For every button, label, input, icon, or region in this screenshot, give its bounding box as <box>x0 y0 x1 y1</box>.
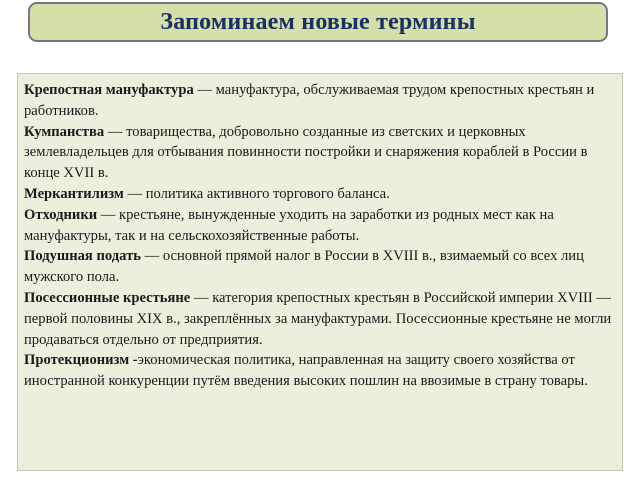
term-definition: экономическая политика, направленная на защиту своего хозяйства от иностранной конкуренции путём введения высоких пошлин на ввозимые в страну товары. <box>24 352 588 390</box>
term-name: Отходники <box>24 206 98 223</box>
term-name: Кумпанства <box>24 123 105 140</box>
term-name: Протекционизм - <box>24 352 138 369</box>
term-definition: — товарищества, добровольно созданные из светских и церковных землевладельцев для отбывания повинности постройки и снаряжения кораблей в России в конце XVII в. <box>24 123 588 182</box>
term-entry-merkantilizm <box>24 184 616 205</box>
title-banner <box>28 2 608 42</box>
term-entry-podushnaya-podat <box>24 246 616 288</box>
term-entry-krepostnaya-manufaktura <box>24 80 616 122</box>
term-name: Меркантилизм <box>24 185 124 202</box>
term-entry-kumpanstva <box>24 122 616 184</box>
page-title: Запоминаем новые термины <box>160 8 476 35</box>
term-definition: — крестьяне, вынужденные уходить на заработки из родных мест как на мануфактуры, так и на сельскохозяйственные работы. <box>24 206 554 244</box>
term-entry-otkhodniki <box>24 205 616 247</box>
term-definition: — категория крепостных крестьян в Российской империи XVIII — первой половины XIX в., закреплённых за мануфактурами. Посессионные крестьяне не могли продаваться отдельно от предприятия. <box>24 289 612 348</box>
term-name: Посессионные крестьяне <box>24 289 191 306</box>
term-name: Крепостная мануфактура <box>24 82 194 98</box>
term-definition: — мануфактура, обслуживаемая трудом крепостных крестьян и работников. <box>24 82 595 119</box>
term-entry-posessionnye-krestyane <box>24 288 616 350</box>
term-name: Подушная подать <box>24 248 141 265</box>
terms-panel <box>17 73 623 471</box>
term-definition: — политика активного торгового баланса. <box>123 185 390 202</box>
term-entry-protektsionizm <box>24 350 616 392</box>
term-definition: — основной прямой налог в России в XVIII в., взимаемый со всех лиц мужского пола. <box>24 248 584 286</box>
